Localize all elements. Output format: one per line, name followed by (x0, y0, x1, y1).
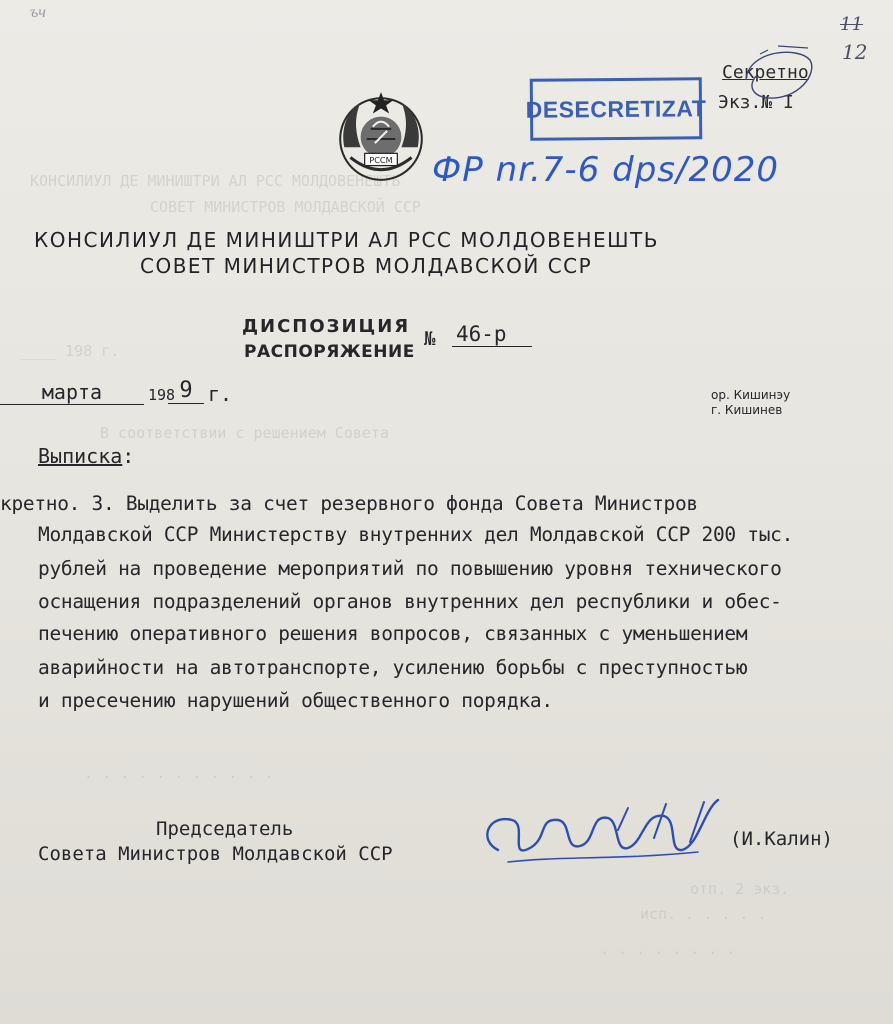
place-russian: г. Кишинев (711, 403, 783, 417)
number-label: № (424, 328, 436, 350)
document-type-russian: РАСПОРЯЖЕНИЕ (244, 342, 415, 362)
document-type-romanian: ДИСПОЗИЦИЯ (242, 316, 411, 337)
declassified-stamp (525, 77, 707, 140)
bleed-through-text: отп. 2 экз. (690, 880, 790, 898)
archive-reference-handwritten: ФР nr.7-6 dps/2020 (432, 150, 779, 190)
handwritten-signature-icon (468, 790, 738, 880)
body-line: оснащения подразделений органов внутренних дел республики и обес- (38, 590, 782, 613)
header-russian: СОВЕТ МИНИСТРОВ МОЛДАВСКОЙ ССР (140, 254, 593, 278)
corner-pencil-mark: ъч (30, 4, 46, 21)
date-month: марта (0, 380, 144, 405)
extract-label: Выписка (38, 444, 123, 468)
bleed-through-text: СОВЕТ МИНИСТРОВ МОЛДАВСКОЙ ССР (150, 198, 421, 216)
bleed-through-text: . . . . . . . . (600, 940, 736, 958)
date-year-prefix: 198 (148, 386, 176, 404)
page-number-new: 12 (842, 40, 868, 64)
page-number-old: 11 (840, 14, 863, 35)
document-number: 46-р (452, 322, 532, 347)
place-romanian: ор. Кишинэу (711, 388, 791, 402)
body-line: кретно. 3. Выделить за счет резервного фонда Совета Министров (0, 492, 698, 515)
copy-number: Экз.№ I (718, 92, 794, 113)
signatory-title-line2: Совета Министров Молдавской ССР (38, 843, 393, 865)
body-line: печению оперативного решения вопросов, связанных с уменьшением (38, 622, 748, 645)
header-romanian: КОНСИЛИУЛ ДЕ МИНИШТРИ АЛ РСС МОЛДОВЕНЕШТЬ (34, 228, 659, 252)
signatory-name: (И.Калин) (730, 828, 833, 850)
stamp-text: DESECRETIZAT (525, 94, 707, 123)
bleed-through-text: КОНСИЛИУЛ ДЕ МИНИШТРИ АЛ РСС МОЛДОВЕНЕШТЬ (30, 172, 401, 190)
moldavian-ssr-emblem-icon (330, 86, 432, 188)
extract-heading (38, 444, 134, 468)
ink-scribble-icon (738, 40, 818, 112)
secrecy-label: Секретно (722, 62, 809, 83)
body-line: аварийности на автотранспорте, усилению борьбы с преступностью (38, 656, 748, 679)
body-line: рублей на проведение мероприятий по повышению уровня технического (38, 557, 782, 580)
body-line: Молдавской ССР Министерству внутренних дел Молдавской ССР 200 тыс. (38, 523, 794, 546)
date-year-suffix: г. (208, 382, 233, 406)
signatory-title-line1: Председатель (156, 818, 294, 840)
date-year-digit: 9 (168, 378, 204, 404)
bleed-through-text: В соответствии с решением Совета (100, 424, 389, 442)
emblem-caption: РССМ (369, 155, 393, 166)
body-line: и пресечению нарушений общественного порядка. (38, 689, 553, 712)
extract-colon: : (122, 444, 135, 468)
bleed-through-text: исп. . . . . . (640, 905, 767, 923)
bleed-through-text: . . . . . . . . . . . (84, 764, 274, 782)
bleed-through-text: ____ 198 г. (20, 342, 120, 360)
